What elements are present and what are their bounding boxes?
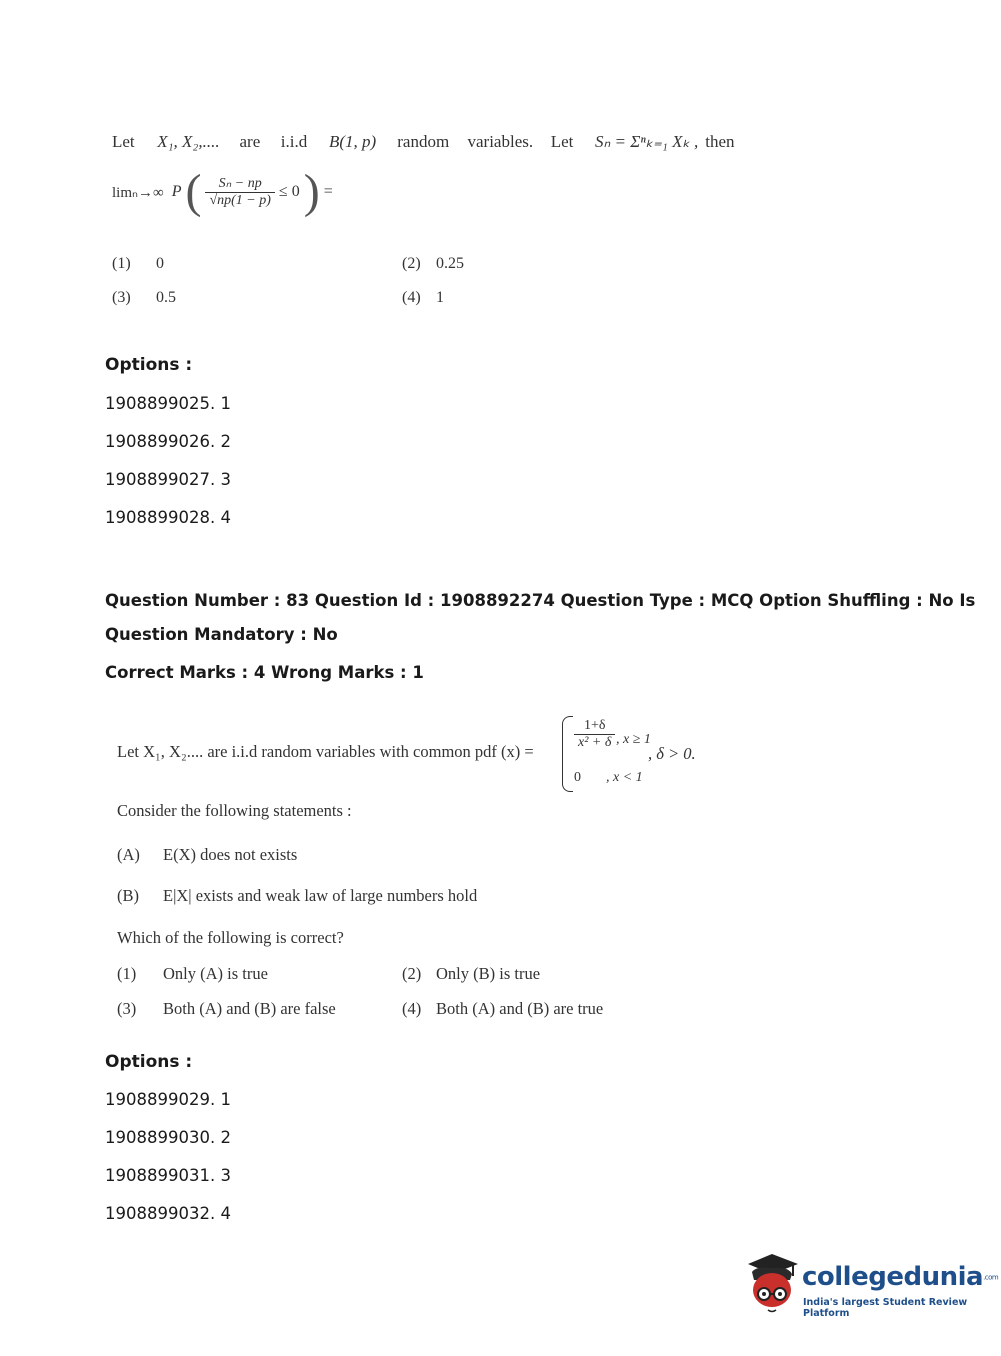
q2-option-4: 1908899032. 4 (105, 1204, 231, 1223)
equals-sign: = (323, 183, 333, 200)
q2-meta-line-1: Question Number : 83 Question Id : 1908892274 Question Type : MCQ Option Shuffling : No Is (105, 591, 976, 610)
fraction-denominator: √np(1 − p) (205, 192, 274, 209)
statement-tag: (A) (117, 845, 140, 864)
fraction-numerator: Sₙ − np (218, 176, 262, 191)
choice-text: 0 (156, 255, 164, 272)
choice-text: 0.25 (436, 255, 464, 272)
q1-choice-2 (402, 255, 464, 273)
limit-symbol: limₙ→∞ (112, 184, 164, 201)
piece-denominator: x² + δ (574, 734, 615, 751)
q2-statement-a (117, 845, 297, 865)
q1-fraction (205, 175, 274, 209)
statement-tag: (B) (117, 886, 139, 905)
q2-choice-2 (402, 964, 540, 984)
q2-option-1: 1908899029. 1 (105, 1090, 231, 1109)
q2-option-3: 1908899031. 3 (105, 1166, 231, 1185)
q1-word-then: then (705, 132, 735, 151)
q1-option-3: 1908899027. 3 (105, 470, 231, 489)
q1-intro (112, 132, 735, 152)
choice-number: (3) (112, 289, 131, 306)
statement-text: E(X) does not exists (163, 845, 298, 864)
q1-sum-expression: Sₙ = Σⁿₖ₌₁ Xₖ , (595, 132, 699, 151)
choice-text: Only (B) is true (436, 964, 541, 983)
statement-text: E|X| exists and weak law of large numbers hold (163, 886, 478, 905)
q2-choice-1 (117, 964, 268, 984)
logo-wordmark: collegedunia.com (802, 1262, 999, 1292)
q1-option-1: 1908899025. 1 (105, 394, 231, 413)
probability-symbol: P (171, 183, 182, 200)
piece-top-condition: , x ≥ 1 (616, 732, 651, 747)
q1-options-title: Options : (105, 355, 193, 375)
piece-bottom-value: 0 (574, 770, 581, 785)
q2-choice-3 (117, 999, 336, 1019)
choice-number: (4) (402, 289, 421, 306)
choice-number: (3) (117, 999, 137, 1018)
q2-choice-4 (402, 999, 603, 1019)
q1-variables: X₁, X₂,.... (157, 132, 220, 151)
q1-choice-4 (402, 289, 444, 307)
choice-text: 0.5 (156, 289, 176, 306)
piece-bottom-condition: , x < 1 (606, 770, 643, 785)
q1-limit-expression: limₙ→∞ P ( $\frac{\text{Sₙ − np}}{√np(1 - p)}$ ≤ 0 ) = (112, 165, 333, 218)
q2-consider: Consider the following statements : (117, 801, 352, 820)
collegedunia-mascot-icon (742, 1250, 802, 1320)
choice-number: (4) (402, 999, 422, 1018)
choice-text: Both (A) and (B) are false (163, 999, 336, 1018)
piece-numerator: 1+δ (583, 718, 606, 733)
choice-number: (2) (402, 964, 422, 983)
choice-text: 1 (436, 289, 444, 306)
q1-choice-3 (112, 289, 176, 307)
q1-word-let2: Let (550, 132, 574, 151)
q1-word-variables: variables. (467, 132, 534, 151)
delta-condition: , δ > 0. (648, 744, 696, 763)
q1-word-are: are (239, 132, 261, 151)
q1-distribution: B(1, p) (329, 132, 377, 151)
q2-statement-b (117, 886, 477, 906)
choice-number: (2) (402, 255, 421, 272)
q2-meta-line-2: Question Mandatory : No (105, 625, 338, 644)
inequality: ≤ 0 (278, 183, 300, 200)
q1-option-4: 1908899028. 4 (105, 508, 231, 527)
q1-word-random: random (397, 132, 450, 151)
choice-text: Only (A) is true (163, 964, 268, 983)
q2-intro: Let X₁, X₂.... are i.i.d random variables with common pdf (x) = (117, 742, 534, 761)
q1-word-let: Let (112, 132, 135, 151)
q1-option-2: 1908899026. 2 (105, 432, 231, 451)
choice-number: (1) (112, 255, 131, 272)
logo-tagline: India's largest Student Review Platform (803, 1297, 968, 1319)
q1-word-iid: i.i.d (280, 132, 308, 151)
q2-option-2: 1908899030. 2 (105, 1128, 231, 1147)
choice-number: (1) (117, 964, 137, 983)
q2-meta-line-3: Correct Marks : 4 Wrong Marks : 1 (105, 663, 424, 682)
q2-which: Which of the following is correct? (117, 928, 344, 947)
q2-options-title: Options : (105, 1052, 193, 1072)
choice-text: Both (A) and (B) are true (436, 999, 604, 1018)
piece-top-fraction (574, 718, 615, 751)
q1-choice-1 (112, 255, 164, 273)
